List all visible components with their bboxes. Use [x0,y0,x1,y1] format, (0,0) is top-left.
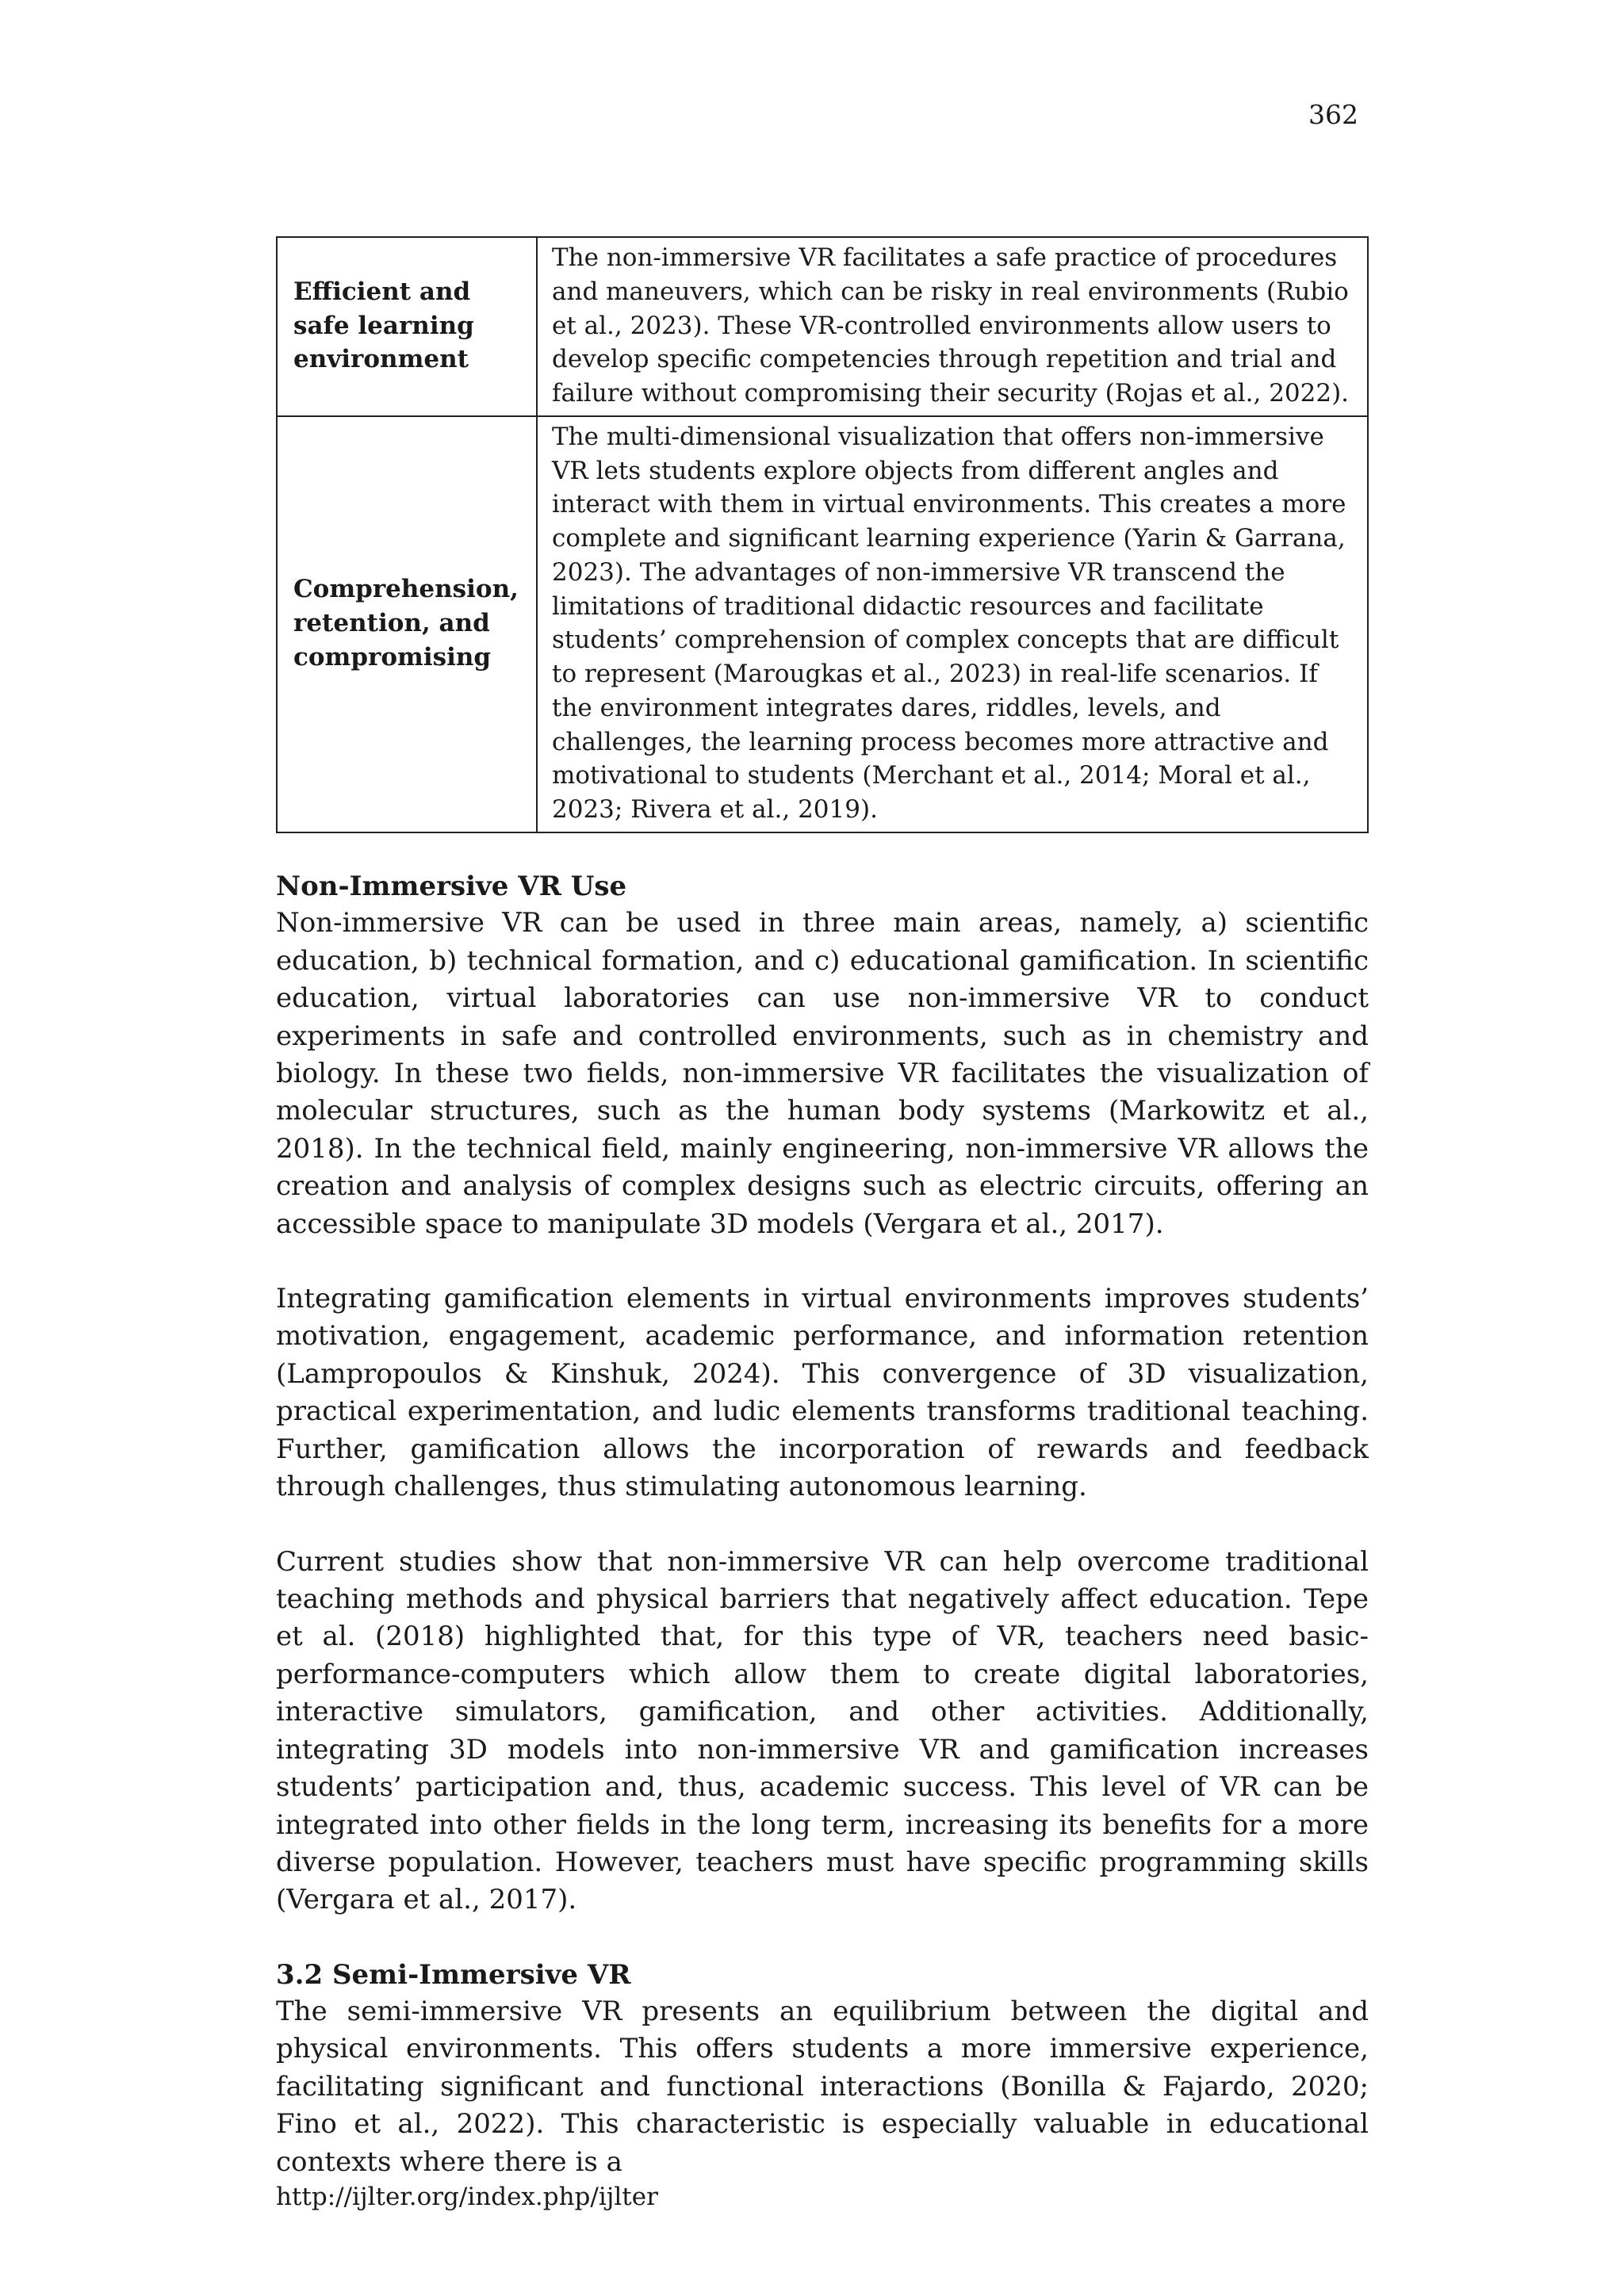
table-row-label: Efficient and safe learning environment [277,237,537,416]
table-row-text: The multi-dimensional visualization that offers non-immersive VR lets students explore objects from different angles and interact with them in virtual environments. This creates a more complete and significant learning experience (Yarin & Garrana, 2023). The advantages of non-immersive VR transcend the limitations of traditional didactic resources and facilitate students’ comprehension of complex concepts that are difficult to represent (Marougkas et al., 2023) in real-life scenarios. If the environment integrates dares, riddles, levels, and challenges, the learning process becomes more attractive and motivational to students (Merchant et al., 2014; Moral et al., 2023; Rivera et al., 2019). [537,416,1368,832]
table-row-text: The non-immersive VR facilitates a safe practice of procedures and maneuvers, which can be risky in real environments (Rubio et al., 2023). These VR-controlled environments allow users to develop specific competencies through repetition and trial and failure without compromising their security (Rojas et al., 2022). [537,237,1368,416]
table-row [277,416,1368,832]
table-row-label: Comprehension, retention, and compromising [277,416,537,832]
footer-url-link[interactable]: http://ijlter.org/index.php/ijlter [276,2183,658,2211]
page-number: 362 [1308,99,1358,130]
paragraph: Integrating gamification elements in virtual environments improves students’ motivation, engagement, academic performance, and information retention (Lampropoulos & Kinshuk, 2024). This convergence of 3D visualization, practical experimentation, and ludic elements transforms traditional teaching. Further, gamification allows the incorporation of rewards and feedback through challenges, thus stimulating autonomous learning. [276,1283,1369,1503]
benefits-table [276,236,1369,833]
table-row [277,237,1368,416]
paragraph: Current studies show that non-immersive VR can help overcome traditional teaching methods and physical barriers that negatively affect education. Tepe et al. (2018) highlighted that, for this type of VR, teachers need basic-performance-computers which allow them to create digital laboratories, interactive simulators, gamification, and other activities. Additionally, integrating 3D models into non-immersive VR and gamification increases students’ participation and, thus, academic success. This level of VR can be integrated into other fields in the long term, increasing its benefits for a more diverse population. However, teachers must have specific programming skills (Vergara et al., 2017). [276,1545,1369,1916]
page-content [276,236,1369,2218]
section-heading-non-immersive-use: Non-Immersive VR Use [276,871,627,903]
paragraph: The semi-immersive VR presents an equilibrium between the digital and physical environments. This offers students a more immersive experience, facilitating significant and functional interactions (Bonilla & Fajardo, 2020; Fino et al., 2022). This characteristic is especially valuable in educational contexts where there is a [276,1996,1369,2178]
section-heading-semi-immersive: 3.2 Semi-Immersive VR [276,1958,631,1991]
paragraph: Non-immersive VR can be used in three main areas, namely, a) scientific education, b) technical formation, and c) educational gamification. In scientific education, virtual laboratories can use non-immersive VR to conduct experiments in safe and controlled environments, such as in chemistry and biology. In these two fields, non-immersive VR facilitates the visualization of molecular structures, such as the human body systems (Markowitz et al., 2018). In the technical field, mainly engineering, non-immersive VR allows the creation and analysis of complex designs such as electric circuits, offering an accessible space to manipulate 3D models (Vergara et al., 2017). [276,907,1369,1240]
